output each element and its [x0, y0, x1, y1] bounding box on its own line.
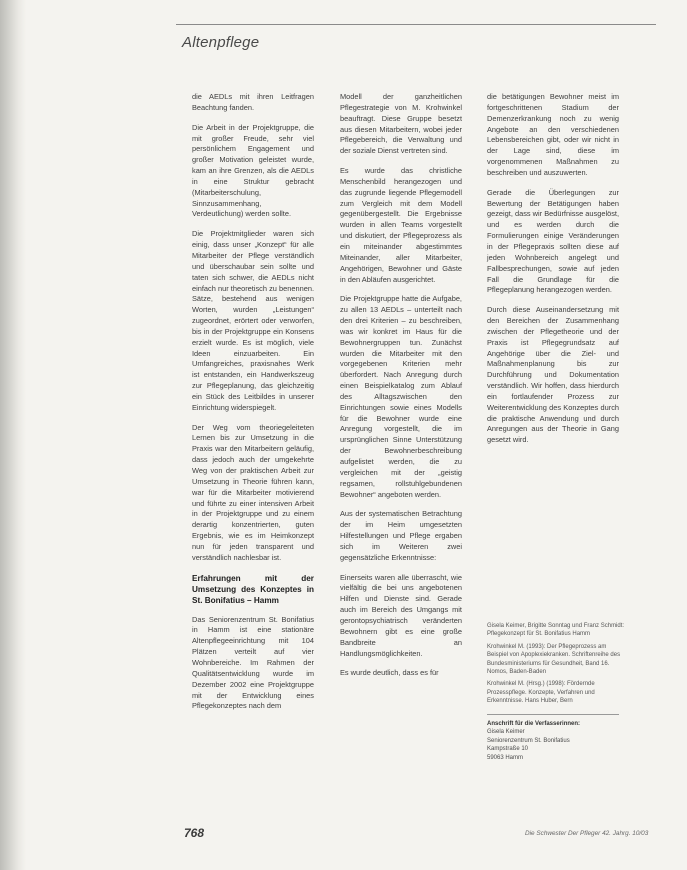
author-line: 59063 Hamm	[487, 754, 524, 761]
references	[487, 622, 627, 710]
paragraph: Die Projektgruppe hatte die Aufgabe, zu allen 13 AEDLs – unterteilt nach den drei Kriterien – zu beschreiben, was wir konkret im Haus für die Bewohnergruppen tun. Zunächst wurden die Mitarbeiter mit den vorgegebenen Kriterien mehr überfordert. Nach Anregung durch einen Beispielkatalog zum Ablauf des Alltagszwischen den Einrichtungen sowie eines Modells für die Bewohner wurde eine Anregung vorgestellt, die im ursprünglichen Sinne Unterstützung der Bewohnerbeschreibung aufgelistet werden, die zu vergleichen mit der „geistig regsamen, rollstuhlgebundenen Bewohner“ angeboten werden.	[340, 294, 462, 499]
divider	[487, 714, 619, 715]
paragraph: Die Arbeit in der Projektgruppe, die mit großer Freude, sehr viel persönlichem Engagement und großer Motivation geleistet wurde, kam an ihre Grenzen, als die AEDLs in eine Struktur gebracht (Mitarbeiterschulung, Sinnzusammenhang, Verdeutlichung) werden sollte.	[192, 122, 314, 219]
paragraph: die AEDLs mit ihren Leitfragen Beachtung fanden.	[192, 92, 314, 112]
paragraph: Es wurde das christliche Menschenbild herangezogen und das zugrunde liegende Pflegemodell zum Vergleich mit dem Modell gegenübergestellt. Die Ergebnisse wurden in allen Teams vorgestellt und diskutiert, der Pflegeprozess als ein miteinander abgestimmtes Miteinander, aller Mitarbeiter, Angehörigen, Bewohner und Gäste in den Abläufen ausgerichtet.	[340, 166, 462, 284]
paragraph: Der Weg vom theoriegeleiteten Lernen bis zur Umsetzung in die Praxis war den Mitarbeitern geläufig, dass jedoch auch der umgekehrte Weg von der praktischen Arbeit zur Umsetzung in Theorie führen kann, war für die Mitarbeiter motivierend und führte zu einer intensiven Arbeit in der Projektgruppe und zu einem derartig konzentrierten, guten Ergebnis, wie es im Heimkonzept nun für jeden transparent und verständlich nachlesbar ist.	[192, 422, 314, 562]
reference-item: Krohwinkel M. (1993): Der Pflegeprozess am Beispiel von Apoplexiekranken. Schriftenreihe des Bundesministeriums für Gesundheit, Band 16. Nomos, Baden-Baden	[487, 643, 621, 676]
reference-item: Gisela Keimer, Brigitte Sonntag und Franz Schmidt: Pflegekonzept für St. Bonifatius Hamm	[487, 623, 625, 638]
paragraph: Es wurde deutlich, dass es für	[340, 668, 439, 678]
text-column-3	[487, 92, 619, 455]
paragraph: Das Seniorenzentrum St. Bonifatius in Hamm ist eine stationäre Altenpflegeeinrichtung mit 104 Plätzen verteilt auf vier Wohnbereiche. Im Rahmen der Qualitätsentwicklung wurde im Dezember 2002 eine Projektgruppe mit der Entwicklung eines Pflegekonzeptes nach dem	[192, 614, 314, 711]
text-column-1	[192, 92, 314, 721]
author-address	[487, 720, 627, 762]
reference-item: Krohwinkel M. (Hrsg.) (1998): Fördernde Prozesspflege. Konzepte, Verfahren und Erkenntnisse. Hans Huber, Bern	[487, 681, 595, 705]
paragraph: Durch diese Auseinandersetzung mit den Bereichen der Zusammenhang zwischen der Pflegetheorie und der Praxis ist Pflegegrundsatz auf Angehörige über die Ziel- und Maßnahmenplanung bis zur Durchführung und Dokumentation verständlich. Wir hoffen, dass hierdurch ein fortlaufender Prozess zur Weiterentwicklung des Konzeptes durch die praktische Anwendung und durch Anregungen aus der Theorie in Gang gesetzt wird.	[487, 305, 619, 445]
paragraph: Modell der ganzheitlichen Pflegestrategie von M. Krohwinkel beauftragt. Diese Gruppe besetzt aus diesen Mitarbeitern, wobei jeder Pflegebereich, die Verwaltung und der soziale Dienst vertreten sind.	[340, 92, 462, 156]
section-title: Altenpflege	[182, 34, 260, 51]
page-gutter-shadow	[0, 0, 26, 870]
author-label: Anschrift für die Verfasserinnen:	[487, 721, 581, 727]
paragraph: Aus der systematischen Betrachtung der im Heim umgesetzten Hilfestellungen und Pflege ergaben sich im Weiteren zwei gegensätzliche Erkenntnisse:	[340, 509, 462, 562]
text-column-2	[340, 92, 462, 688]
paragraph: Gerade die Überlegungen zur Bewertung der Betätigungen haben gezeigt, dass wir Bedürfnisse ausgelöst, und es werden durch die Formulierungen einige Veränderungen in der Pflegepraxis sollten diese auf jeden Wohnbereich angelegt und Fallbesprechungen, sowie auf jeden Fall die Grundlage für die Pflegeplanung herangezogen werden.	[487, 187, 619, 295]
author-line: Kampstraße 10	[487, 746, 529, 753]
author-line: Gisela Keimer	[487, 729, 525, 736]
page-number: 768	[184, 826, 205, 840]
journal-footer: Die Schwester Der Pfleger 42. Jahrg. 10/03	[525, 830, 649, 837]
paragraph: die betätigungen Bewohner meist im fortgeschrittenen Stadium der Demenzerkrankung noch zu wenig Angebote an den verschiedenen Lebensbereichen gibt, oder wir nicht in der Lage sind, diese im vorgenommenen Maßnahmen zu beschreiben und auszuwerten.	[487, 92, 619, 177]
bullet-paragraph: Einerseits waren alle überrascht, wie vielfältig die bei uns angebotenen Hilfen und Dienste sind. Gerade auch im Bereich des Umgangs mit gerontopsychiatrisch veränderten Bewohnern gibt es eine große Bandbreite an Handlungsmöglichkeiten.	[340, 572, 462, 658]
paragraph: Die Projektmitglieder waren sich einig, dass unser „Konzept“ für alle Mitarbeiter der Pflege verständlich und überschaubar sein sollte und taten sich schwer, die AEDLs nicht einfach nur theoretisch zu benennen. Sätze, bestehend aus wenigen Worten, wurden „Leistungen“ zugeordnet, erörtert oder verworfen, bis in der Projektgruppe ein Konsens erzielt wurde. Es ist möglich, viele Ideen einzuarbeiten. Ein Umfangreiches, praxisnahes Werk ist entstanden, ein Handwerkszeug zur Pflegeplanung, das gleichzeitig ein Stück des Leitbildes in unserer Einrichtung widerspiegelt.	[192, 229, 314, 412]
author-line: Seniorenzentrum St. Bonifatius	[487, 737, 570, 744]
subheading: Erfahrungen mit der Umsetzung des Konzeptes in St. Bonifatius – Hamm	[192, 573, 314, 605]
